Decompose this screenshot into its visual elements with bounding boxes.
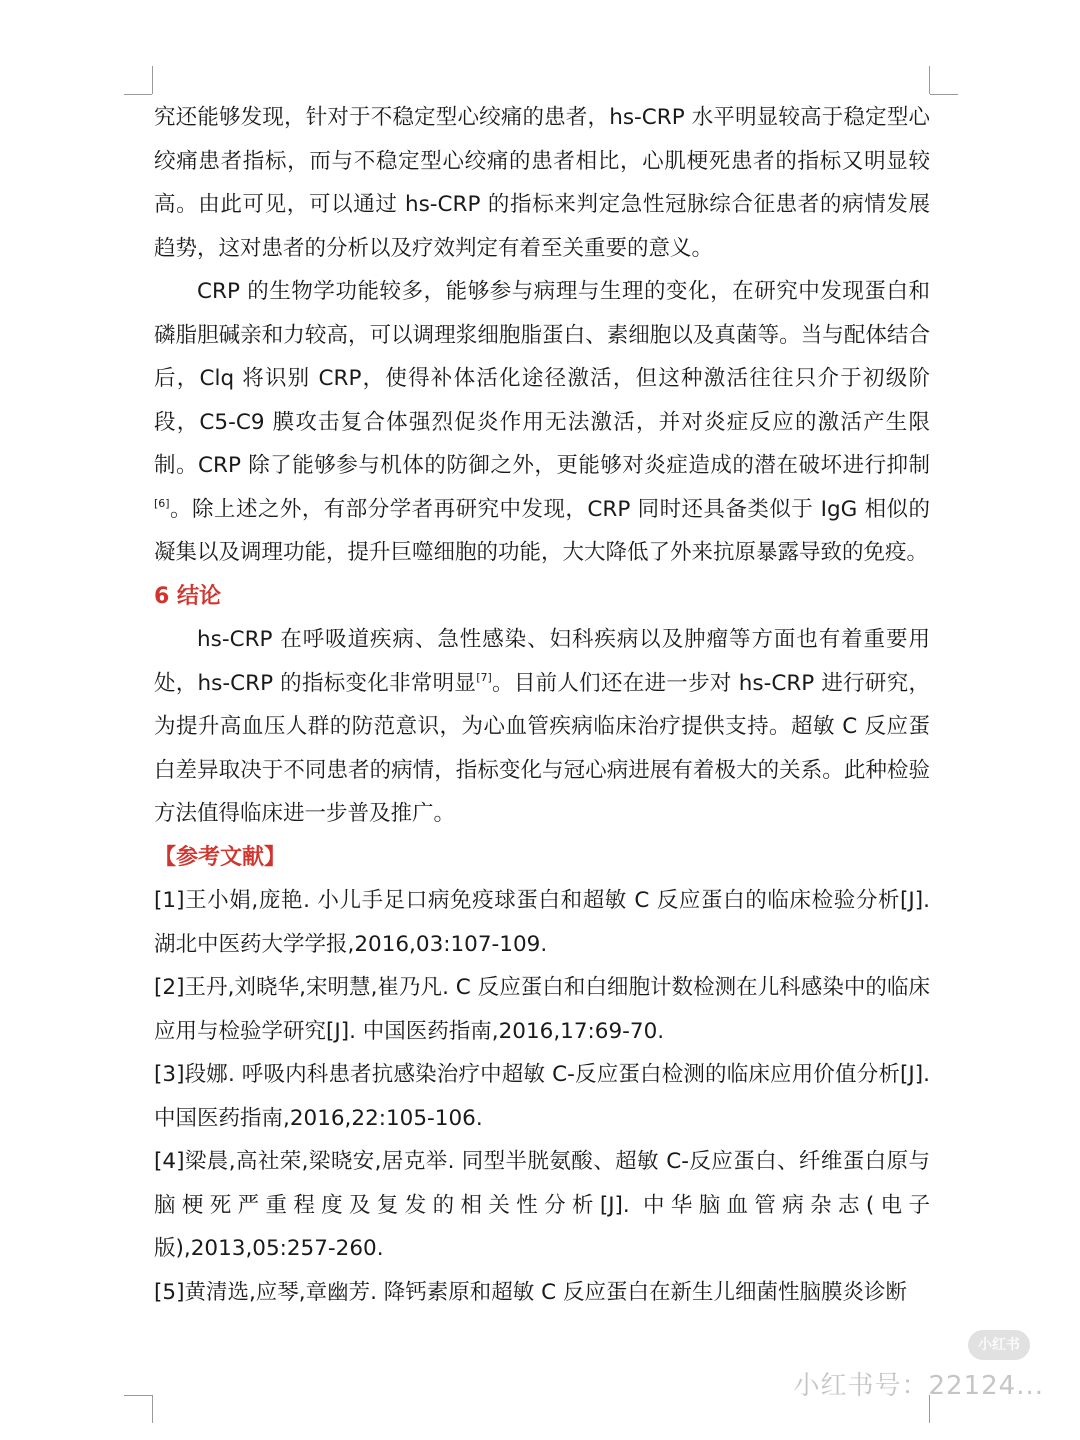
- paragraph-2-text-b: 。除上述之外，有部分学者再研究中发现，CRP 同时还具备类似于 IgG 相似的凝集以及调理功能，提升巨噬细胞的功能，大大降低了外来抗原暴露导致的免疫。: [154, 496, 930, 565]
- crop-mark-top-right-h: [930, 94, 958, 95]
- reference-list: [154, 879, 930, 1314]
- paragraph-2-text-a: CRP 的生物学功能较多，能够参与病理与生理的变化，在研究中发现蛋白和磷脂胆碱亲和力较高，可以调理浆细胞脂蛋白、素细胞以及真菌等。当与配体结合后，Clq 将识别 CRP，使得补体活化途径激活，但这种激活往往只介于初级阶段，C5-C9 膜攻击复合体强烈促炎作用无法激活，并对炎症反应的激活产生限制。CRP 除了能够参与机体的防御之外，更能够对炎症造成的潜在破坏进行抑制: [154, 279, 930, 478]
- reference-item: [3]段娜. 呼吸内科患者抗感染治疗中超敏 C-反应蛋白检测的临床应用价值分析[J]. 中国医药指南,2016,22:105-106.: [154, 1062, 930, 1131]
- citation-6: [6]: [154, 496, 170, 510]
- reference-item: [2]王丹,刘晓华,宋明慧,崔乃凡. C 反应蛋白和白细胞计数检测在儿科感染中的临床应用与检验学研究[J]. 中国医药指南,2016,17:69-70.: [154, 975, 930, 1044]
- citation-7: [7]: [476, 670, 492, 684]
- section-heading-conclusion: 6 结论: [154, 583, 221, 609]
- reference-item: [4]梁晨,高社荣,梁晓安,居克举. 同型半胱氨酸、超敏 C-反应蛋白、纤维蛋白原与脑梗死严重程度及复发的相关性分析[J]. 中华脑血管病杂志(电子版),2013,05:257-260.: [154, 1149, 930, 1261]
- crop-mark-top-left-h: [124, 94, 152, 95]
- paragraph-3: [154, 618, 930, 836]
- reference-item: [5]黄清选,应琴,章幽芳. 降钙素原和超敏 C 反应蛋白在新生儿细菌性脑膜炎诊断: [154, 1279, 907, 1305]
- paragraph-2: [154, 270, 930, 575]
- document-body: [154, 96, 930, 1314]
- crop-mark-top-right-v: [929, 66, 930, 94]
- crop-mark-bottom-left-h: [124, 1395, 152, 1396]
- reference-item: [1]王小娟,庞艳. 小儿手足口病免疫球蛋白和超敏 C 反应蛋白的临床检验分析[J]. 湖北中医药大学学报,2016,03:107-109.: [154, 888, 930, 957]
- references-heading: 【参考文献】: [154, 844, 287, 870]
- watermark-text: 小红书号：22124...: [793, 1371, 1044, 1401]
- paragraph-3-text-b: 。目前人们还在进一步对 hs-CRP 进行研究，为提升高血压人群的防范意识，为心血管疾病临床治疗提供支持。超敏 C 反应蛋白差异取决于不同患者的病情，指标变化与冠心病进展有着极大的关系。此种检验方法值得临床进一步普及推广。: [154, 670, 930, 826]
- paragraph-1: 究还能够发现，针对于不稳定型心绞痛的患者，hs-CRP 水平明显较高于稳定型心绞痛患者指标，而与不稳定型心绞痛的患者相比，心肌梗死患者的指标又明显较高。由此可见，可以通过 hs-CRP 的指标来判定急性冠脉综合征患者的病情发展趋势，这对患者的分析以及疗效判定有着至关重要的意义。: [154, 105, 930, 261]
- paragraph-3-text-a: hs-CRP 在呼吸道疾病、急性感染、妇科疾病以及肿瘤等方面也有着重要用处，hs-CRP 的指标变化非常明显: [154, 627, 930, 696]
- crop-mark-bottom-left-v: [152, 1395, 153, 1423]
- watermark-logo: 小红书: [968, 1330, 1030, 1360]
- crop-mark-top-left-v: [152, 66, 153, 94]
